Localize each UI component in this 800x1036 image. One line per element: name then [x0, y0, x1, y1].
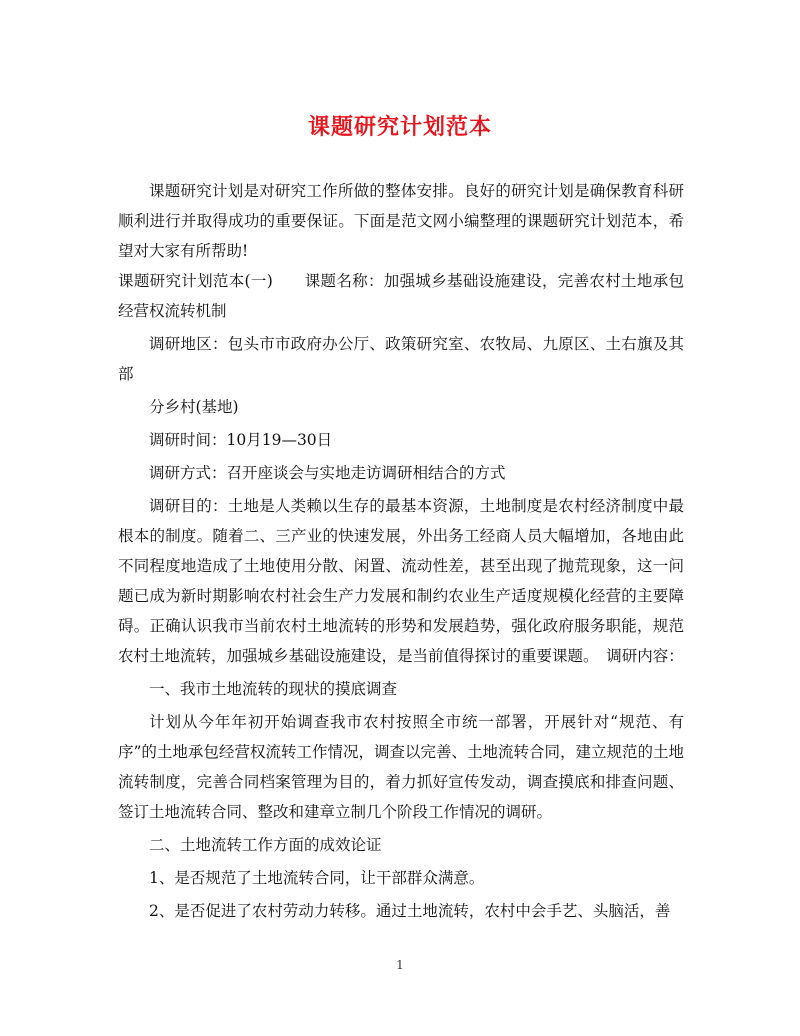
document-body	[118, 176, 684, 926]
page-number: 1	[396, 958, 404, 972]
list-item-labor-transfer: 2、是否促进了农村劳动力转移。通过土地流转，农村中会手艺、头脑活，善	[149, 902, 671, 920]
paragraph-research-area: 调研地区：包头市市政府办公厅、政策研究室、农牧局、九原区、土右旗及其部	[118, 335, 684, 383]
section-heading-results: 二、土地流转工作方面的成效论证	[149, 836, 382, 854]
paragraph-research-time: 调研时间：10月19—30日	[149, 431, 333, 449]
list-item-contract: 1、是否规范了土地流转合同，让干部群众满意。	[149, 869, 485, 887]
paragraph-topic-name: 课题研究计划范本(一) 课题名称：加强城乡基础设施建设，完善农村土地承包经营权流转机制	[118, 272, 684, 320]
paragraph-research-method: 调研方式：召开座谈会与实地走访调研相结合的方式	[149, 464, 506, 482]
paragraph-intro: 课题研究计划是对研究工作所做的整体安排。良好的研究计划是确保教育科研顺利进行并取得成功的重要保证。下面是范文网小编整理的课题研究计划范本，希望对大家有所帮助!	[118, 182, 684, 260]
document-title: 课题研究计划范本	[307, 114, 492, 140]
section-heading-survey: 一、我市土地流转的现状的摸底调查	[149, 680, 398, 698]
paragraph-research-purpose: 调研目的：土地是人类赖以生存的最基本资源，土地制度是农村经济制度中最根本的制度。随着二、三产业的快速发展，外出务工经商人员大幅增加，各地由此不同程度地造成了土地使用分散、闲置、流动性差，甚至出现了抛荒现象，这一问题已成为新时期影响农村社会生产力发展和制约农业生产适度规模化经营的主要障碍。正确认识我市当前农村土地流转的形势和发展趋势，强化政府服务职能，规范农村土地流转，加强城乡基础设施建设，是当前值得探讨的重要课题。 调研内容：	[118, 497, 684, 665]
paragraph-survey-plan: 计划从今年年初开始调查我市农村按照全市统一部署，开展针对“规范、有序”的土地承包经营权流转工作情况，调查以完善、土地流转合同，建立规范的土地流转制度，完善合同档案管理为目的，着力抓好宣传发动，调查摸底和排查问题、签订土地流转合同、整改和建章立制几个阶段工作情况的调研。	[118, 713, 684, 821]
paragraph-research-base: 分乡村(基地)	[149, 398, 239, 416]
